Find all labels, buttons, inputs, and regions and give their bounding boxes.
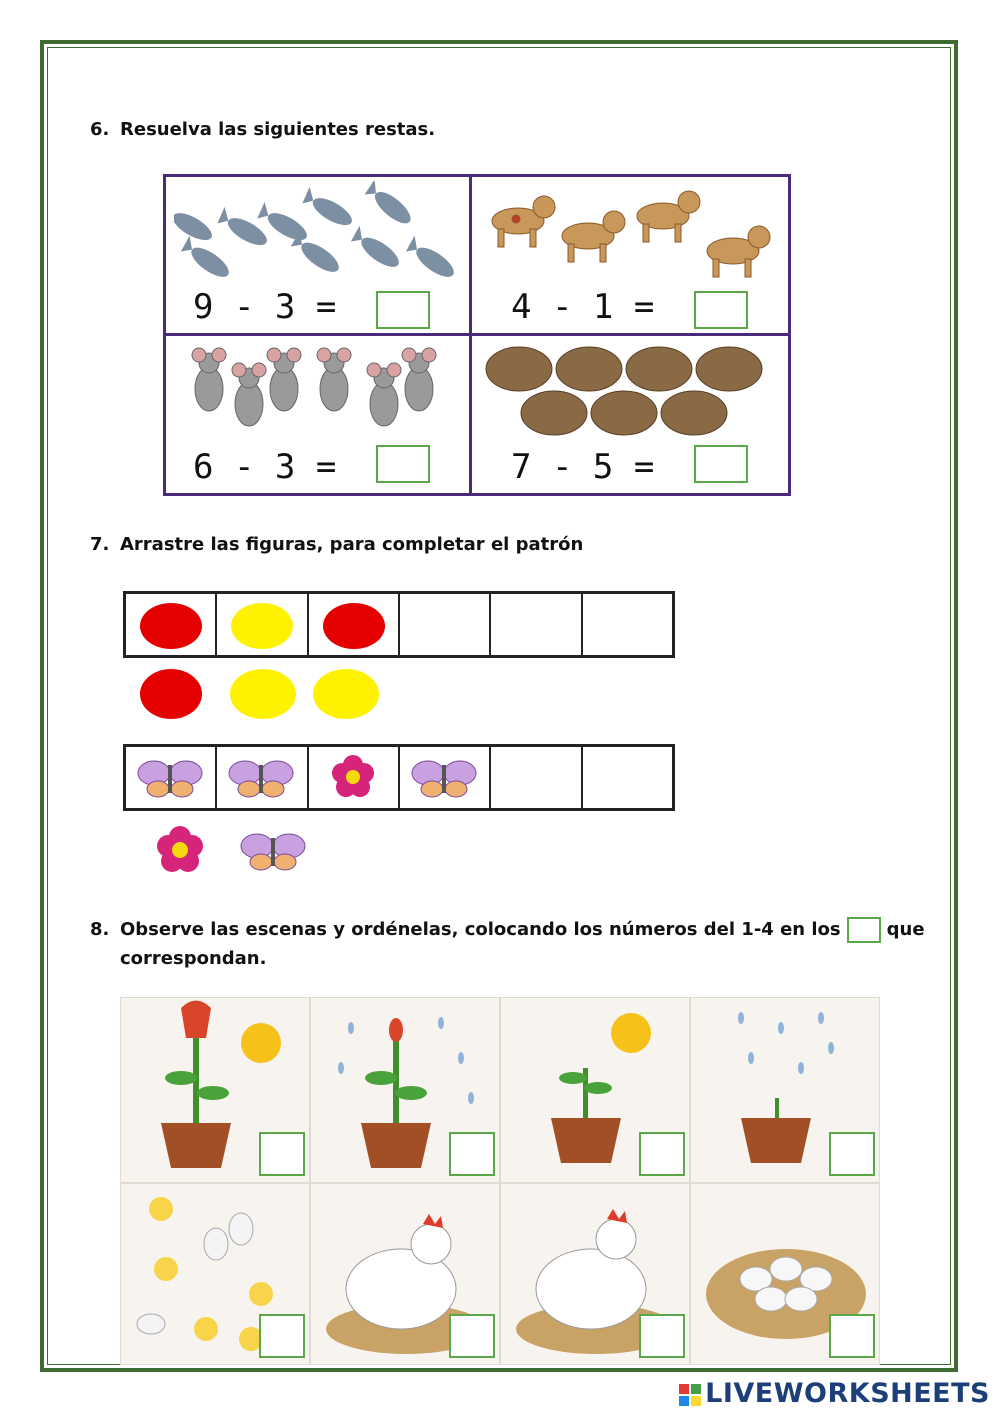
pattern-drop-slot[interactable] <box>491 747 582 808</box>
question-6 <box>90 119 435 140</box>
scene-flower-bloom <box>120 997 310 1183</box>
red-circle <box>323 603 385 649</box>
order-input[interactable] <box>449 1314 495 1358</box>
answer-input[interactable] <box>376 445 430 483</box>
shape-pattern-strip <box>123 744 675 811</box>
question-number: 7. <box>90 534 110 555</box>
order-input[interactable] <box>449 1132 495 1176</box>
pattern-cell <box>217 594 308 655</box>
pattern-cell <box>309 594 400 655</box>
example-answer-box <box>847 917 881 943</box>
draggable-butterfly-icon[interactable] <box>233 822 313 878</box>
answer-input[interactable] <box>694 445 748 483</box>
order-input[interactable] <box>639 1132 685 1176</box>
yellow-circle <box>231 603 293 649</box>
question-text: Observe las escenas y ordénelas, colocando los números del 1-4 en los <box>120 919 841 940</box>
dolphins-illustration <box>174 181 464 291</box>
dogs-illustration <box>481 181 781 291</box>
draggable-yellow-circle[interactable] <box>313 669 379 719</box>
pattern-cell <box>400 747 491 808</box>
question-7 <box>90 534 583 555</box>
question-text-line2: correspondan. <box>120 948 267 969</box>
order-input[interactable] <box>259 1132 305 1176</box>
order-input[interactable] <box>829 1314 875 1358</box>
pattern-drop-slot[interactable] <box>583 747 672 808</box>
scene-hen-eggs-cracking <box>310 1183 500 1365</box>
order-input[interactable] <box>259 1314 305 1358</box>
draggable-red-circle[interactable] <box>140 669 202 719</box>
flower-icon <box>309 747 397 807</box>
answer-input[interactable] <box>694 291 748 329</box>
logo-text: LIVEWORKSHEETS <box>705 1378 990 1409</box>
subtraction-expression: 7 - 5 = <box>511 447 655 487</box>
subtraction-grid <box>163 174 791 496</box>
scene-sprout-sun <box>500 997 690 1183</box>
answer-input[interactable] <box>376 291 430 329</box>
order-input[interactable] <box>829 1132 875 1176</box>
question-text: Resuelva las siguientes restas. <box>120 119 436 140</box>
red-circle <box>140 603 202 649</box>
grid-divider <box>166 333 788 336</box>
pattern-cell <box>126 747 217 808</box>
subtraction-expression: 6 - 3 = <box>193 447 337 487</box>
color-pattern-strip <box>123 591 675 658</box>
question-8 <box>90 915 930 973</box>
pattern-cell <box>126 594 217 655</box>
subtraction-expression: 9 - 3 = <box>193 287 337 327</box>
mice-illustration <box>171 339 461 439</box>
subtraction-expression: 4 - 1 = <box>511 287 655 327</box>
scene-hen-sitting <box>500 1183 690 1365</box>
question-text-end: que <box>886 919 925 940</box>
pattern-drop-slot[interactable] <box>400 594 491 655</box>
butterfly-icon <box>217 747 305 807</box>
scene-flower-bud-rain <box>310 997 500 1183</box>
draggable-yellow-circle[interactable] <box>230 669 296 719</box>
scene-seedling-rain <box>690 997 880 1183</box>
scene-egg-nest <box>690 1183 880 1365</box>
pattern-drop-slot[interactable] <box>583 594 672 655</box>
logo-icon <box>679 1384 701 1406</box>
pattern-cell <box>309 747 400 808</box>
question-number: 8. <box>90 919 110 940</box>
pattern-cell <box>217 747 308 808</box>
question-text: Arrastre las figuras, para completar el patrón <box>120 534 584 555</box>
question-number: 6. <box>90 119 110 140</box>
scene-chicks-hatching <box>120 1183 310 1365</box>
liveworksheets-logo <box>679 1378 990 1409</box>
butterfly-icon <box>400 747 488 807</box>
hedgehogs-illustration <box>484 341 779 441</box>
pattern-drop-slot[interactable] <box>491 594 582 655</box>
butterfly-icon <box>126 747 214 807</box>
order-input[interactable] <box>639 1314 685 1358</box>
draggable-flower-icon[interactable] <box>148 820 212 880</box>
